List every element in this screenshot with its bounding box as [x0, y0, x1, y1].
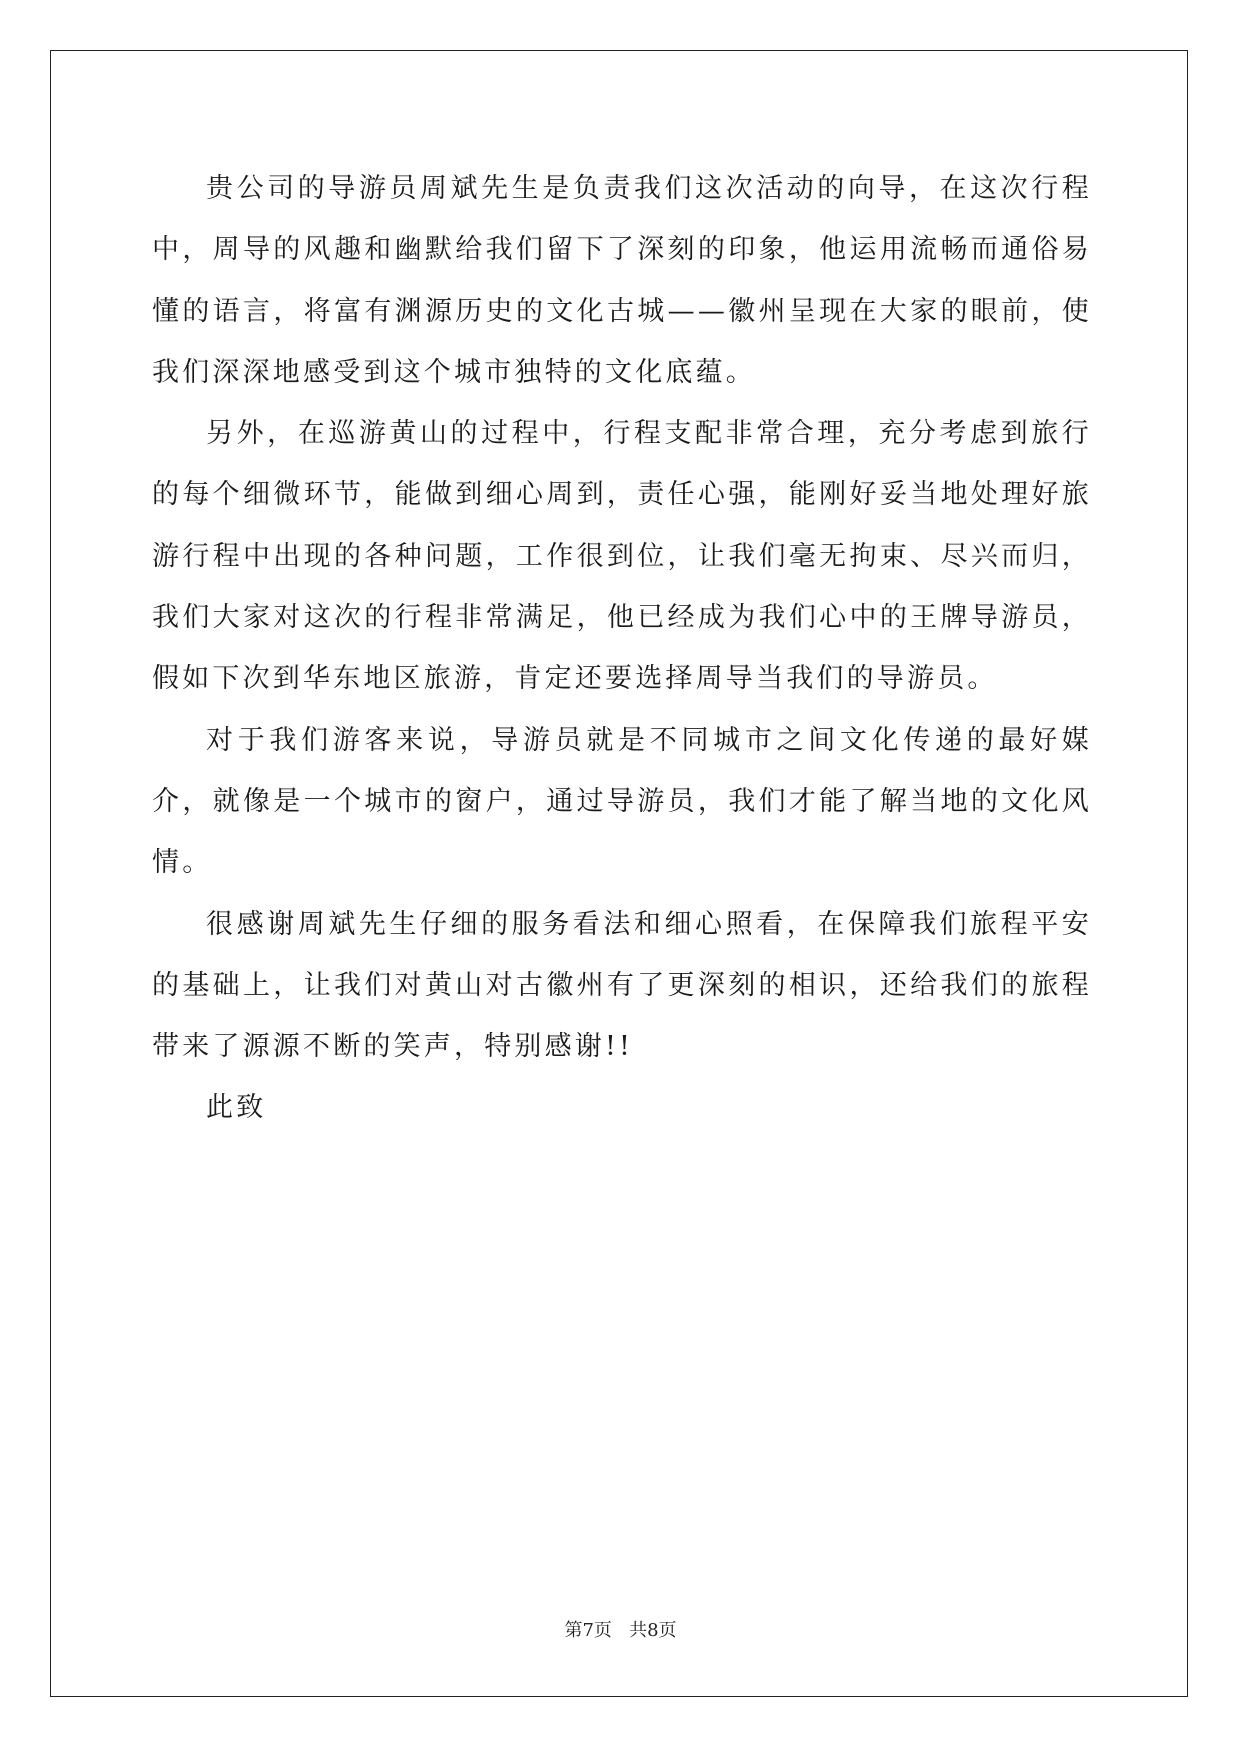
closing-salutation: 此致: [206, 1092, 267, 1124]
paragraph-1: 贵公司的导游员周斌先生是负责我们这次活动的向导，在这次行程中，周导的风趣和幽默给我们留下了深刻的印象，他运用流畅而通俗易懂的语言，将富有渊源历史的文化古城——徽州呈现在大家的眼前，使我们深深地感受到这个城市独特的文化底蕴。: [152, 173, 1092, 388]
document-body: [152, 158, 1092, 1139]
page-number: 第7页: [564, 1620, 612, 1641]
paragraph-3: 对于我们游客来说，导游员就是不同城市之间文化传递的最好媒介，就像是一个城市的窗户，通过导游员，我们才能了解当地的文化风情。: [152, 724, 1092, 879]
page-total: 共8页: [629, 1620, 677, 1641]
paragraph-4: 很感谢周斌先生仔细的服务看法和细心照看，在保障我们旅程平安的基础上，让我们对黄山对古徽州有了更深刻的相识，还给我们的旅程带来了源源不断的笑声，特别感谢!!: [152, 908, 1092, 1063]
page-footer: [0, 1616, 1241, 1642]
paragraph-2: 另外，在巡游黄山的过程中，行程支配非常合理，充分考虑到旅行的每个细微环节，能做到细心周到，责任心强，能刚好妥当地处理好旅游行程中出现的各种问题，工作很到位，让我们毫无拘束、尽兴而归，我们大家对这次的行程非常满足，他已经成为我们心中的王牌导游员，假如下次到华东地区旅游，肯定还要选择周导当我们的导游员。: [152, 418, 1092, 695]
